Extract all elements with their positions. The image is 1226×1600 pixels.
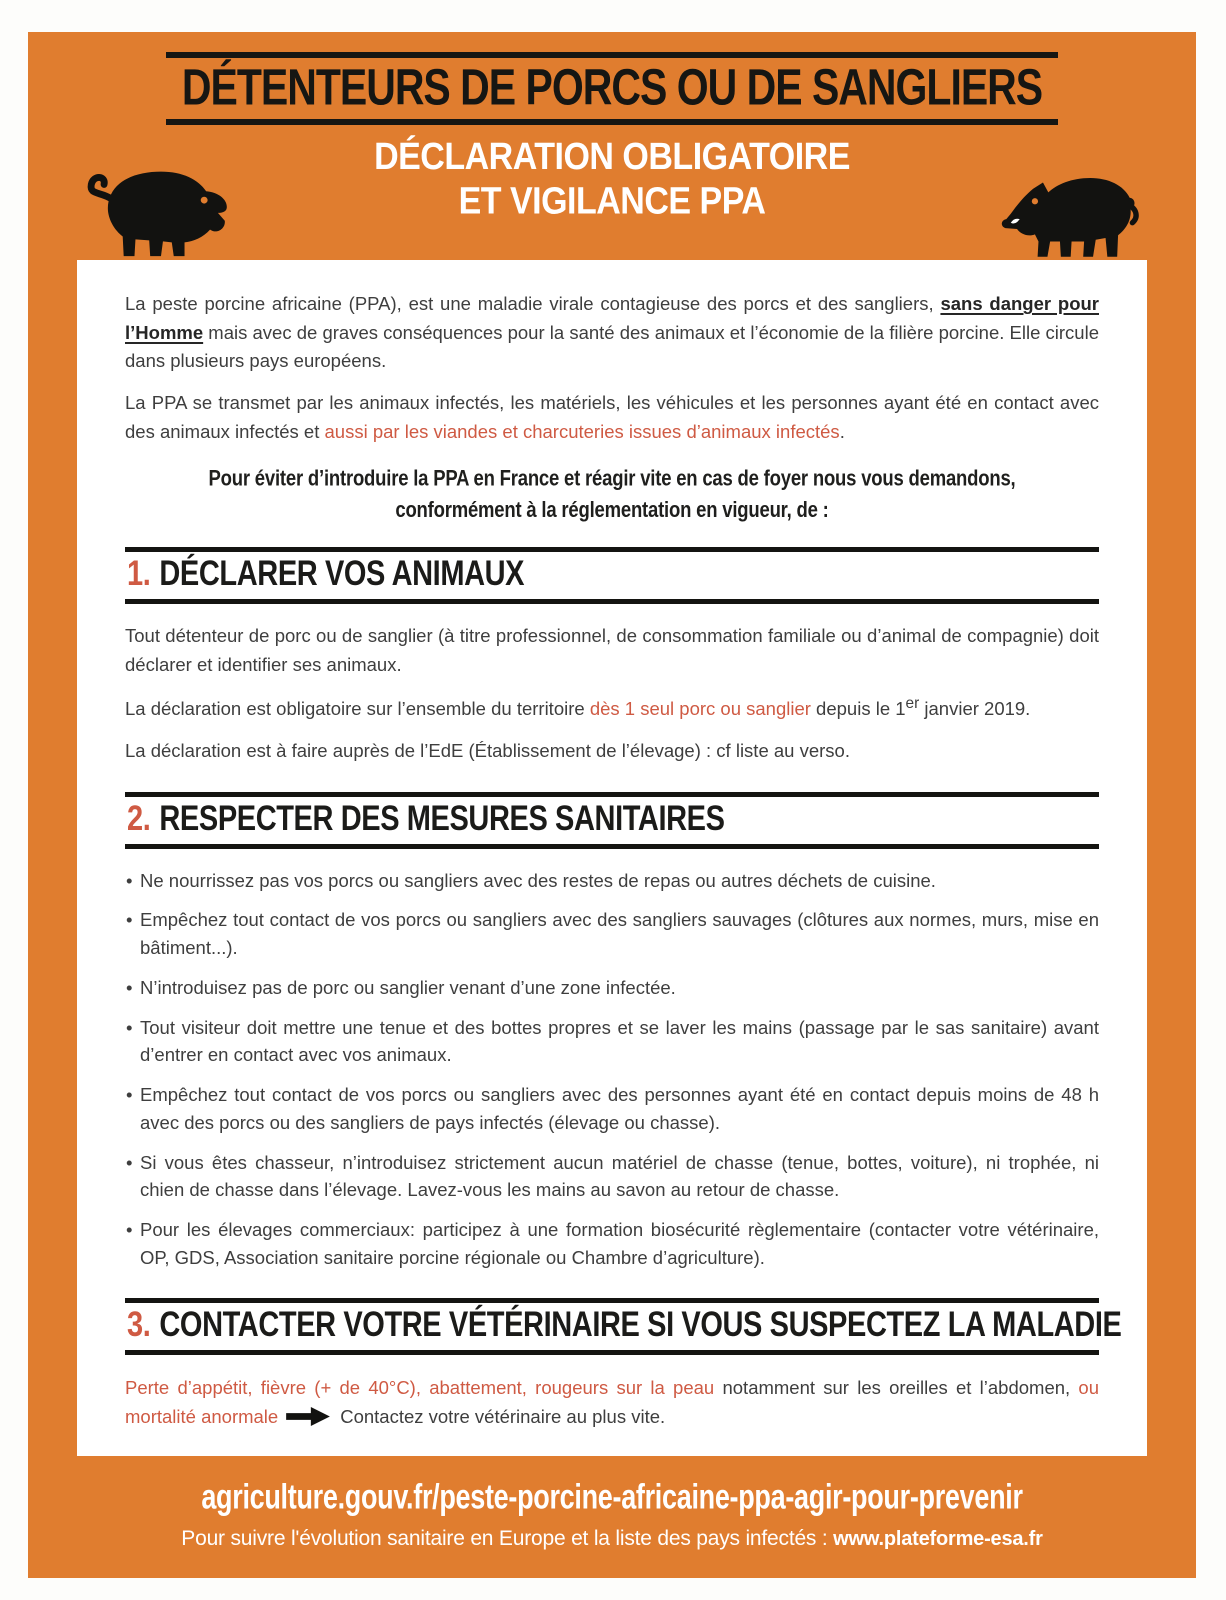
boar-icon: [992, 156, 1144, 260]
section-2-number: 2.: [127, 799, 151, 839]
poster-header: [28, 32, 1196, 260]
poster-title: DÉTENTEURS DE PORCS OU DE SANGLIERS: [181, 58, 1043, 116]
section-1-p2-end: janvier 2019.: [919, 698, 1031, 720]
list-item: • Ne nourrissez pas vos porcs ou sangliers avec des restes de repas ou autres déchets de cuisine.: [125, 867, 1099, 895]
section-1-p2-superscript: er: [905, 695, 920, 713]
esa-platform-url: www.plateforme-esa.fr: [833, 1527, 1043, 1550]
callout-statement: [125, 463, 1099, 527]
symptoms-paragraph: [125, 1373, 1099, 1432]
intro-p2-highlight: aussi par les viandes et charcuteries issues d’animaux infectés: [324, 420, 840, 442]
list-item: • Tout visiteur doit mettre une tenue et des bottes propres et se laver les mains (passage par le sas sanitaire) avant d’entrer en contact avec vos animaux.: [125, 1014, 1099, 1070]
intro-paragraph-2: [125, 389, 1099, 446]
ppa-poster: [28, 32, 1196, 1578]
intro-p2-text: La PPA se transmet par les animaux infectés, les matériels, les véhicules et les personnes ayant été en contact avec des animaux infectés et: [125, 392, 1099, 442]
sanitary-measures-list: [125, 867, 1099, 1272]
section-sanitary-measures: [125, 792, 1099, 1272]
list-item: • Pour les élevages commerciaux: participez à une formation biosécurité règlementaire (contacter votre vétérinaire, OP, GDS, Association sanitaire porcine régionale ou Chambre d’agriculture).: [125, 1216, 1099, 1272]
subtitle-line-2: ET VIGILANCE PPA: [458, 180, 766, 223]
pig-icon: [76, 154, 244, 260]
intro-p2-end: .: [839, 420, 845, 442]
section-1-paragraph-3: La déclaration est à faire auprès de l’EdE (Établissement de l’élevage) : cf liste au verso.: [125, 740, 850, 762]
intro-paragraph-1: [125, 290, 1099, 376]
content-card: [77, 260, 1147, 1456]
list-item: • Empêchez tout contact de vos porcs ou sangliers avec des sangliers sauvages (clôtures aux normes, murs, mise en bâtiment...).: [125, 906, 1099, 962]
intro-p1-bold-underline: sans danger pour l’Homme: [125, 293, 1099, 343]
list-item: • N’introduisez pas de porc ou sanglier venant d’une zone infectée.: [125, 974, 1099, 1002]
section-1-title: DÉCLARER VOS ANIMAUX: [159, 554, 525, 594]
section-1-number: 1.: [127, 554, 151, 594]
poster-footer: [28, 1456, 1196, 1578]
callout-line-2: conformément à la réglementation en vigueur, de :: [395, 497, 829, 523]
right-arrow-icon: [286, 1407, 330, 1426]
list-item: • Si vous êtes chasseur, n’introduisez strictement aucun matériel de chasse (tenue, bottes, voiture), ni trophée, ni chien de chasse dans l’élevage. Lavez-vous les mains au savon au retour de chasse.: [125, 1149, 1099, 1205]
section-1-p2-highlight: dès 1 seul porc ou sanglier: [589, 698, 811, 720]
symptoms-black-1: notamment sur les oreilles et l’abdomen,: [714, 1376, 1079, 1398]
symptoms-black-2: Contactez votre vétérinaire au plus vite.: [340, 1406, 666, 1428]
title-band: [166, 52, 1058, 125]
section-contact-vet: [125, 1298, 1122, 1432]
section-1-paragraph-2: [125, 692, 1099, 724]
campaign-url: agriculture.gouv.fr/peste-porcine-africaine-ppa-agir-pour-prevenir: [201, 1476, 1023, 1517]
callout-line-1: Pour éviter d’introduire la PPA en France et réagir vite en cas de foyer nous vous demandons,: [208, 465, 1016, 491]
section-2-heading: [125, 792, 1099, 849]
section-declare-animals: [125, 547, 1099, 766]
section-1-heading: [125, 547, 1099, 604]
list-item: • Empêchez tout contact de vos porcs ou sangliers avec des personnes ayant été en contact depuis moins de 48 h avec des porcs ou des sangliers de pays infectés (élevage ou chasse).: [125, 1081, 1099, 1137]
symptoms-red-2: ou mortalité anormale: [125, 1376, 1099, 1428]
section-3-number: 3.: [127, 1305, 151, 1345]
section-2-title: RESPECTER DES MESURES SANITAIRES: [159, 799, 725, 839]
intro-p1-text: La peste porcine africaine (PPA), est une maladie virale contagieuse des porcs et des sangliers,: [125, 293, 941, 314]
section-3-heading: [125, 1298, 1122, 1355]
footer-note: [181, 1527, 1042, 1551]
section-1-p2-mid: depuis le 1: [810, 698, 906, 720]
footer-note-text: Pour suivre l'évolution sanitaire en Europe et la liste des pays infectés :: [181, 1526, 834, 1550]
subtitle-line-1: DÉCLARATION OBLIGATOIRE: [374, 135, 850, 178]
section-1-paragraph-1: Tout détenteur de porc ou de sanglier (à titre professionnel, de consommation familiale ou d’animal de compagnie) doit déclarer et identifier ses animaux.: [125, 624, 1099, 675]
section-1-p2-text: La déclaration est obligatoire sur l’ensemble du territoire: [125, 698, 590, 720]
intro-p1-after: mais avec de graves conséquences pour la santé des animaux et l’économie de la filière porcine. Elle circule dans plusieurs pays européens.: [125, 321, 1099, 372]
symptoms-red-1: Perte d’appétit, fièvre (+ de 40°C), abattement, rougeurs sur la peau: [125, 1376, 715, 1398]
section-3-title: CONTACTER VOTRE VÉTÉRINAIRE SI VOUS SUSPECTEZ LA MALADIE: [159, 1305, 1122, 1345]
